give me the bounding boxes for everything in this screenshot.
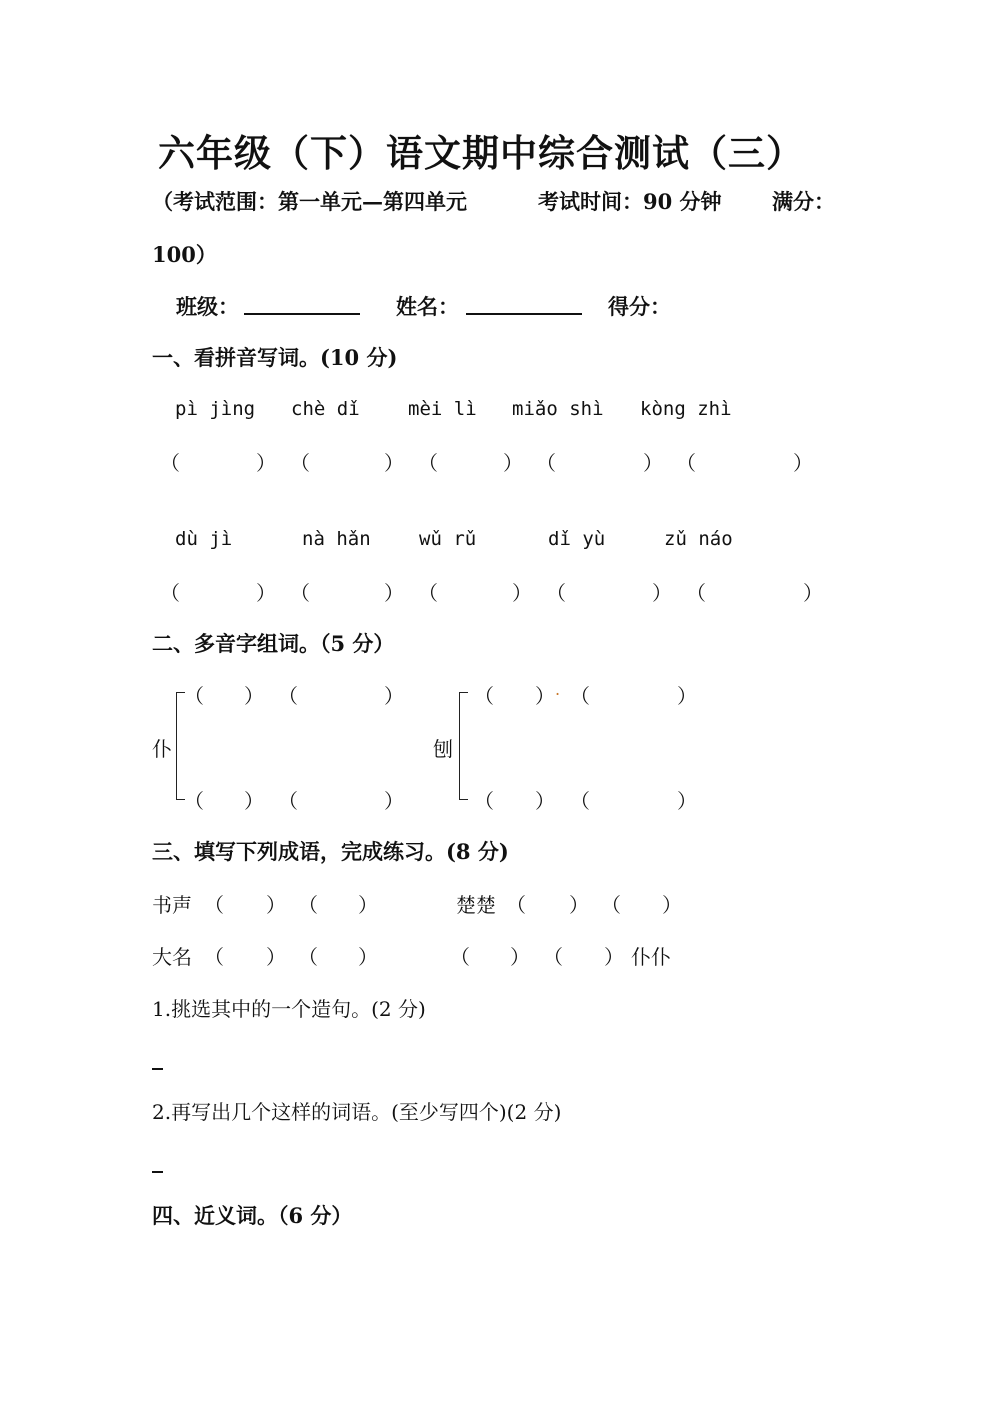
answer-close: ） xyxy=(604,945,624,969)
answer-open: （ xyxy=(570,789,590,813)
pinyin-item: wǔ rǔ xyxy=(419,528,477,550)
answer-open: （ xyxy=(298,893,318,917)
answer-open: （ xyxy=(204,945,224,969)
answer-close: ） xyxy=(266,945,286,969)
pinyin-item: miǎo shì xyxy=(512,398,604,420)
section3-heading: 三、填写下列成语，完成练习。(8 分) xyxy=(152,839,509,864)
question-2: 2.再写出几个这样的词语。(至少写四个)(2 分) xyxy=(152,1100,562,1124)
pinyin-item: nà hǎn xyxy=(302,528,371,550)
section1-heading: 一、看拼音写词。(10 分) xyxy=(152,345,398,370)
section4-heading: 四、近义词。（6 分） xyxy=(152,1203,353,1228)
answer-open: （ xyxy=(474,789,494,813)
class-label: 班级： xyxy=(176,294,239,319)
answer-close: ） xyxy=(358,945,378,969)
exam-range: （考试范围：第一单元—第四单元 xyxy=(152,189,467,214)
idiom-prefix: 书声 xyxy=(152,893,192,917)
answer-open: （ xyxy=(278,684,298,708)
answer-open: （ xyxy=(543,945,563,969)
pinyin-item: mèi lì xyxy=(408,398,477,420)
stray-dot: . xyxy=(555,680,561,699)
answer-close: ） xyxy=(244,684,264,708)
answer-close: ） xyxy=(535,789,555,813)
answer-close: ） xyxy=(256,581,276,605)
answer-line[interactable] xyxy=(152,1171,163,1173)
answer-close: ） xyxy=(535,684,555,708)
answer-open: （ xyxy=(204,893,224,917)
answer-open: （ xyxy=(160,581,180,605)
answer-open: （ xyxy=(290,581,310,605)
answer-close: ） xyxy=(503,451,523,475)
answer-close: ） xyxy=(793,451,813,475)
answer-open: （ xyxy=(298,945,318,969)
answer-open: （ xyxy=(686,581,706,605)
answer-close: ） xyxy=(803,581,823,605)
name-field[interactable] xyxy=(466,313,582,315)
answer-close: ） xyxy=(510,945,530,969)
answer-close: ） xyxy=(384,789,404,813)
brace xyxy=(459,692,468,800)
polyphone-char: 刨 xyxy=(433,737,453,761)
answer-open: （ xyxy=(160,451,180,475)
answer-open: （ xyxy=(536,451,556,475)
answer-close: ） xyxy=(677,684,697,708)
pinyin-item: dǐ yù xyxy=(548,528,606,550)
answer-open: （ xyxy=(184,789,204,813)
score-label: 得分： xyxy=(608,294,671,319)
answer-open: （ xyxy=(278,789,298,813)
answer-open: （ xyxy=(506,893,526,917)
full-score-label: 满分： xyxy=(772,189,835,214)
full-score-value: 100） xyxy=(152,242,217,267)
answer-close: ） xyxy=(256,451,276,475)
answer-close: ） xyxy=(384,581,404,605)
pinyin-item: dù jì xyxy=(175,528,233,550)
answer-close: ） xyxy=(652,581,672,605)
answer-open: （ xyxy=(676,451,696,475)
pinyin-item: pì jìng xyxy=(175,398,256,420)
answer-open: （ xyxy=(601,893,621,917)
answer-close: ） xyxy=(569,893,589,917)
pinyin-item: chè dǐ xyxy=(291,398,360,420)
answer-open: （ xyxy=(418,581,438,605)
exam-time: 考试时间：90 分钟 xyxy=(538,189,722,214)
answer-open: （ xyxy=(546,581,566,605)
polyphone-char: 仆 xyxy=(152,737,172,761)
answer-open: （ xyxy=(290,451,310,475)
idiom-prefix: 大名 xyxy=(152,945,192,969)
section2-heading: 二、多音字组词。（5 分） xyxy=(152,631,395,656)
question-1: 1.挑选其中的一个造句。(2 分) xyxy=(152,997,426,1021)
name-label: 姓名： xyxy=(396,294,459,319)
pinyin-item: kòng zhì xyxy=(640,398,732,420)
answer-line[interactable] xyxy=(152,1068,163,1070)
answer-close: ） xyxy=(643,451,663,475)
answer-close: ） xyxy=(662,893,682,917)
answer-close: ） xyxy=(266,893,286,917)
answer-open: （ xyxy=(418,451,438,475)
answer-open: （ xyxy=(450,945,470,969)
pinyin-item: zǔ náo xyxy=(664,528,733,550)
answer-close: ） xyxy=(384,451,404,475)
answer-open: （ xyxy=(570,684,590,708)
answer-close: ） xyxy=(512,581,532,605)
answer-close: ） xyxy=(384,684,404,708)
idiom-suffix: 仆仆 xyxy=(631,945,671,969)
idiom-prefix: 楚楚 xyxy=(456,893,496,917)
answer-close: ） xyxy=(244,789,264,813)
page-title: 六年级（下）语文期中综合测试（三） xyxy=(158,131,804,175)
answer-close: ） xyxy=(677,789,697,813)
class-field[interactable] xyxy=(244,313,360,315)
answer-open: （ xyxy=(184,684,204,708)
answer-open: （ xyxy=(474,684,494,708)
answer-close: ） xyxy=(358,893,378,917)
